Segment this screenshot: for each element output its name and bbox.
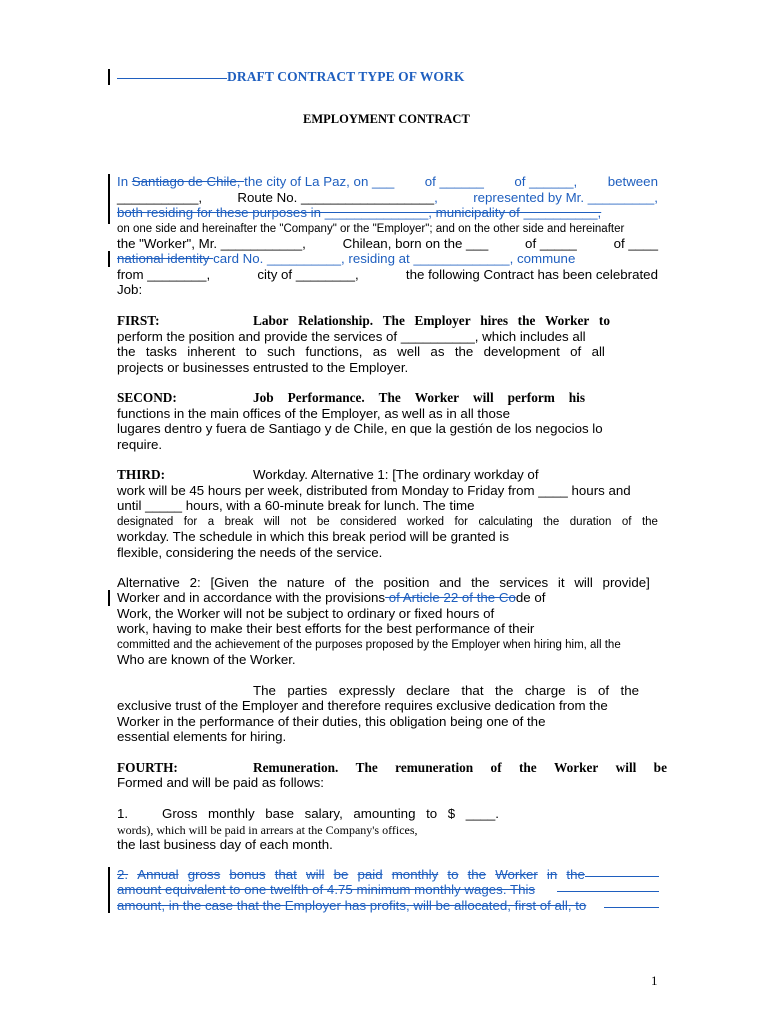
clause-third-line-1: work will be 45 hours per week, distributed from Monday to Friday from ____ hours and	[117, 483, 631, 498]
item-2-line-3: amount, in the case that the Employer has profits, will be allocated, first of all, to	[117, 898, 587, 913]
item-2-line-2: amount equivalent to one twelfth of 4.75 minimum monthly wages. This	[117, 882, 536, 897]
item-1-line-2: words), which will be paid in arrears at the Company's offices,	[117, 823, 418, 837]
clause-third-line-2: until _____ hours, with a 60-minute break for lunch. The time	[117, 498, 475, 513]
change-bar	[108, 251, 110, 267]
intro-line-8: Job:	[117, 282, 143, 297]
clause-third-line-5: flexible, considering the needs of the service.	[117, 545, 383, 560]
deletion-rule	[557, 891, 659, 892]
clause-second-line-2: lugares dentro y fuera de Santiago y de Chile, en que la gestión de los negocios lo	[117, 421, 603, 436]
clause-first-label: FIRST:	[117, 313, 160, 328]
clause-fourth-title: Remuneration. The remuneration of the Worker will be	[253, 760, 667, 775]
clause-third-label: THIRD:	[117, 467, 166, 482]
parties-line-3: Worker in the performance of their duties, this obligation being one of the	[117, 714, 546, 729]
document-title: DRAFT CONTRACT TYPE OF WORK	[227, 69, 465, 84]
contract-heading: EMPLOYMENT CONTRACT	[303, 112, 470, 126]
intro-line-4: on one side and hereinafter the "Company" or the "Employer"; and on the other side and hereinafter	[117, 223, 625, 235]
deletion-rule	[585, 876, 659, 877]
change-bar	[108, 174, 110, 224]
title-deleted-rule	[117, 78, 227, 79]
intro-line-6: national identity card No. __________, residing at _____________, commune	[117, 251, 576, 266]
clause-second-line-1: functions in the main offices of the Employer, as well as in all those	[117, 406, 510, 421]
alt2-line-3: Work, the Worker will not be subject to ordinary or fixed hours of	[117, 606, 495, 621]
clause-fourth-label: FOURTH:	[117, 760, 178, 775]
clause-first-line-1: perform the position and provide the services of __________, which includes all	[117, 329, 586, 344]
intro-line-7: from ________, city of ________, the following Contract has been celebrated	[117, 267, 658, 282]
alt2-line-2: Worker and in accordance with the provisions of Article 22 of the Code of	[117, 590, 546, 605]
clause-first-line-2: the tasks inherent to such functions, as well as the development of all	[117, 344, 605, 359]
change-bar	[108, 590, 110, 606]
clause-fourth-line-1: Formed and will be paid as follows:	[117, 775, 324, 790]
change-bar	[108, 867, 110, 913]
parties-line-1: The parties expressly declare that the charge is of the	[253, 683, 639, 698]
page-number: 1	[651, 973, 658, 988]
clause-second-label: SECOND:	[117, 390, 177, 405]
clause-third-heading	[117, 467, 165, 483]
clause-second-line-3: require.	[117, 437, 163, 452]
clause-third-line-3: designated for a break will not be considered worked for calculating the duration of the	[117, 516, 658, 528]
clause-third-line-4: workday. The schedule in which this break period will be granted is	[117, 529, 509, 544]
item-1-text: Gross monthly base salary, amounting to $ ____.	[162, 806, 499, 821]
change-bar	[108, 69, 110, 85]
clause-first-title: Labor Relationship. The Employer hires the Worker to	[253, 313, 610, 328]
clause-second-title: Job Performance. The Worker will perform his	[253, 390, 585, 405]
alt2-line-4: work, having to make their best efforts for the best performance of their	[117, 621, 535, 636]
intro-line-2: ___________, Route No. __________________, represented by Mr. _________,	[117, 190, 658, 205]
intro-line-5: the "Worker", Mr. ___________, Chilean, born on the ___ of _____ of ____	[117, 236, 658, 251]
item-1-line-3: the last business day of each month.	[117, 837, 333, 852]
alt2-line-1: Alternative 2: [Given the nature of the position and the services it will provide]	[117, 575, 650, 590]
alt2-line-5: committed and the achievement of the purposes proposed by the Employer when hiring him, all the	[117, 639, 621, 651]
clause-second-heading	[117, 390, 177, 406]
intro-line-1: In Santiago de Chile, the city of La Paz, on ___ of ______ of ______, between	[117, 174, 658, 189]
alt2-line-6: Who are known of the Worker.	[117, 652, 296, 667]
parties-line-4: essential elements for hiring.	[117, 729, 287, 744]
parties-line-2: exclusive trust of the Employer and therefore requires exclusive dedication from the	[117, 698, 608, 713]
clause-first-line-3: projects or businesses entrusted to the Employer.	[117, 360, 409, 375]
deletion-rule	[604, 907, 659, 908]
item-1-number: 1.	[117, 806, 129, 821]
item-2-line-1: 2. Annual gross bonus that will be paid monthly to the Worker in the	[117, 867, 585, 882]
clause-third-title: Workday. Alternative 1: [The ordinary workday of	[253, 467, 539, 482]
intro-line-3: both residing for these purposes in ______________, municipality of __________,	[117, 205, 602, 220]
clause-fourth-heading	[117, 760, 178, 776]
clause-first-heading	[117, 313, 160, 329]
